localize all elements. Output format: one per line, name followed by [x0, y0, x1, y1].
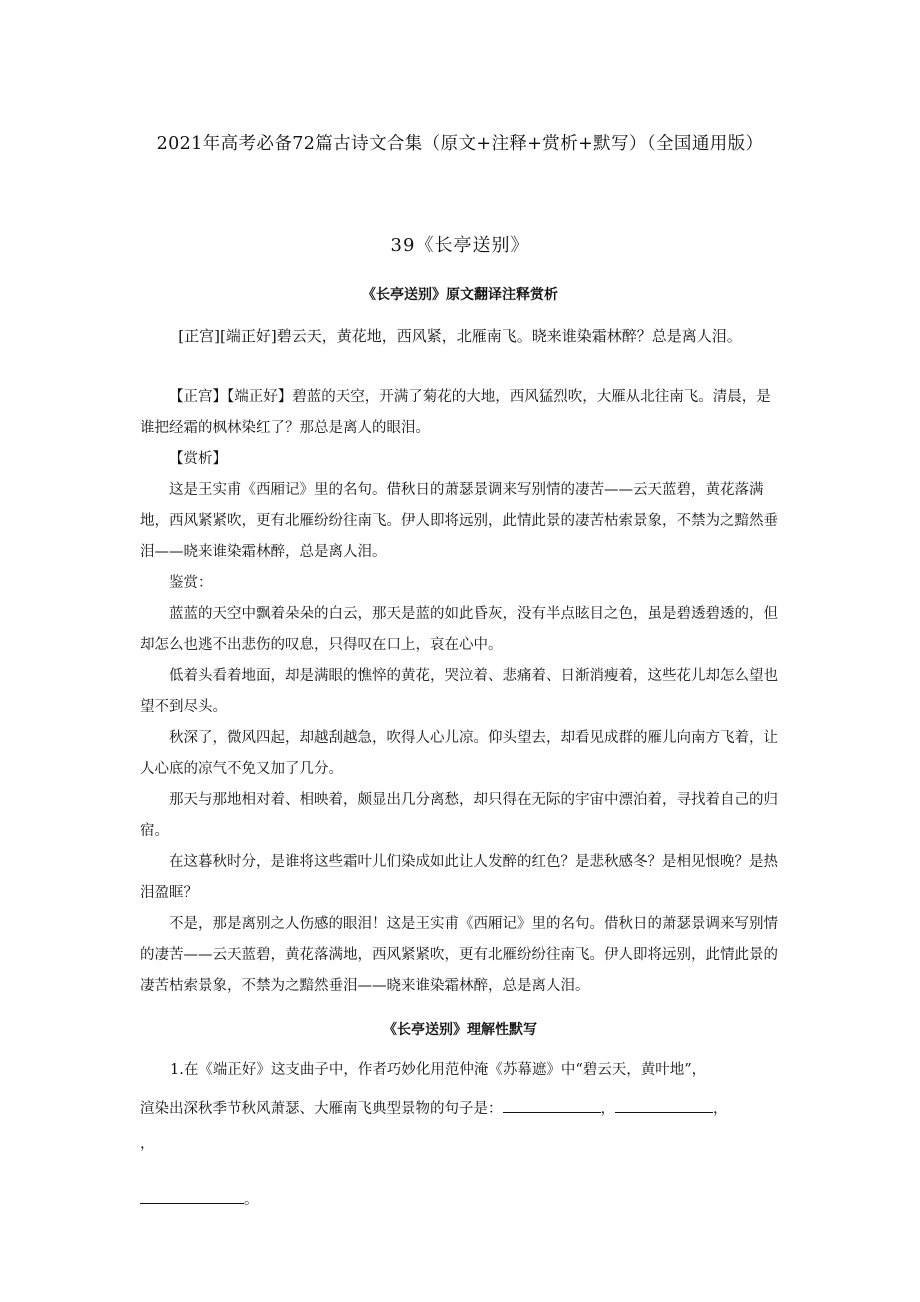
answer-blank-2[interactable] — [615, 1097, 713, 1113]
translation-paragraph: 【正宫】【端正好】碧蓝的天空，开满了菊花的大地，西风猛烈吹，大雁从北往南飞。清晨，是谁把经霜的枫林染红了？那总是离人的眼泪。 — [140, 389, 771, 436]
original-text: [正宫][端正好]碧云天，黄花地，西风紧，北雁南飞。晓来谁染霜林醉？总是离人泪。 — [178, 327, 742, 345]
jianshang-paragraph-3: 秋深了，微风四起，却越刮越急，吹得人心儿凉。仰头望去，却看见成群的雁儿向南方飞着，让人心底的凉气不免又加了几分。 — [140, 730, 778, 777]
section-heading-dictation: 《长亭送别》理解性默写 — [383, 1022, 537, 1038]
annotation-body — [140, 382, 785, 1002]
question-prompt: 渲染出深秋季节秋风萧瑟、大雁南飞典型景物的句子是： — [140, 1101, 503, 1117]
jianshang-paragraph-2: 低着头看着地面，却是满眼的憔悴的黄花，哭泣着、悲痛着、日渐消瘦着，这些花儿却怎么望也望不到尽头。 — [140, 668, 778, 715]
question-line-2 — [140, 1097, 728, 1118]
blank-separator: ， — [600, 1101, 615, 1117]
chapter-title: 39《长亭送别》 — [390, 235, 530, 256]
question-end: 。 — [244, 1192, 259, 1208]
blank-separator: ， — [140, 1136, 155, 1152]
jianshang-label: 鉴赏： — [169, 575, 213, 591]
appreciation-label: 【赏析】 — [169, 451, 227, 467]
document-title: 2021年高考必备72篇古诗文合集（原文+注释+赏析+默写）（全国通用版） — [156, 134, 764, 154]
section-heading-analysis: 《长亭送别》原文翻译注释赏析 — [362, 287, 558, 303]
appreciation-paragraph: 这是王实甫《西厢记》里的名句。借秋日的萧瑟景调来写别情的凄苦——云天蓝碧，黄花落满地，西风紧紧吹，更有北雁纷纷往南飞。伊人即将远别，此情此景的凄苦枯索景象，不禁为之黯然垂泪——晓来谁染霜林醉，总是离人泪。 — [140, 482, 778, 560]
jianshang-paragraph-1: 蓝蓝的天空中飘着朵朵的白云，那天是蓝的如此昏灰，没有半点眩目之色，虽是碧透碧透的，但却怎么也逃不出悲伤的叹息，只得叹在口上，哀在心中。 — [140, 606, 778, 653]
jianshang-paragraph-5: 在这暮秋时分，是谁将这些霜叶儿们染成如此让人发醉的红色？是悲秋感冬？是相见恨晚？是热泪盈眶？ — [140, 854, 778, 901]
blank-separator: ， — [713, 1101, 728, 1117]
question-line-4 — [140, 1188, 259, 1209]
jianshang-paragraph-4: 那天与那地相对着、相映着，颇显出几分离愁，却只得在无际的宇宙中漂泊着，寻找着自己的归宿。 — [140, 792, 778, 839]
question-line-1: 1.在《端正好》这支曲子中，作者巧妙化用范仲淹《苏幕遮》中“碧云天，黄叶地”， — [170, 1062, 707, 1078]
jianshang-paragraph-6: 不是，那是离别之人伤感的眼泪！这是王实甫《西厢记》里的名句。借秋日的萧瑟景调来写别情的凄苦——云天蓝碧，黄花落满地，西风紧紧吹，更有北雁纷纷往南飞。伊人即将远别，此情此景的凄苦枯索景象，不禁为之黯然垂泪——晓来谁染霜林醉，总是离人泪。 — [140, 916, 778, 994]
answer-blank-1[interactable] — [503, 1097, 601, 1113]
answer-blank-3[interactable] — [140, 1188, 244, 1204]
